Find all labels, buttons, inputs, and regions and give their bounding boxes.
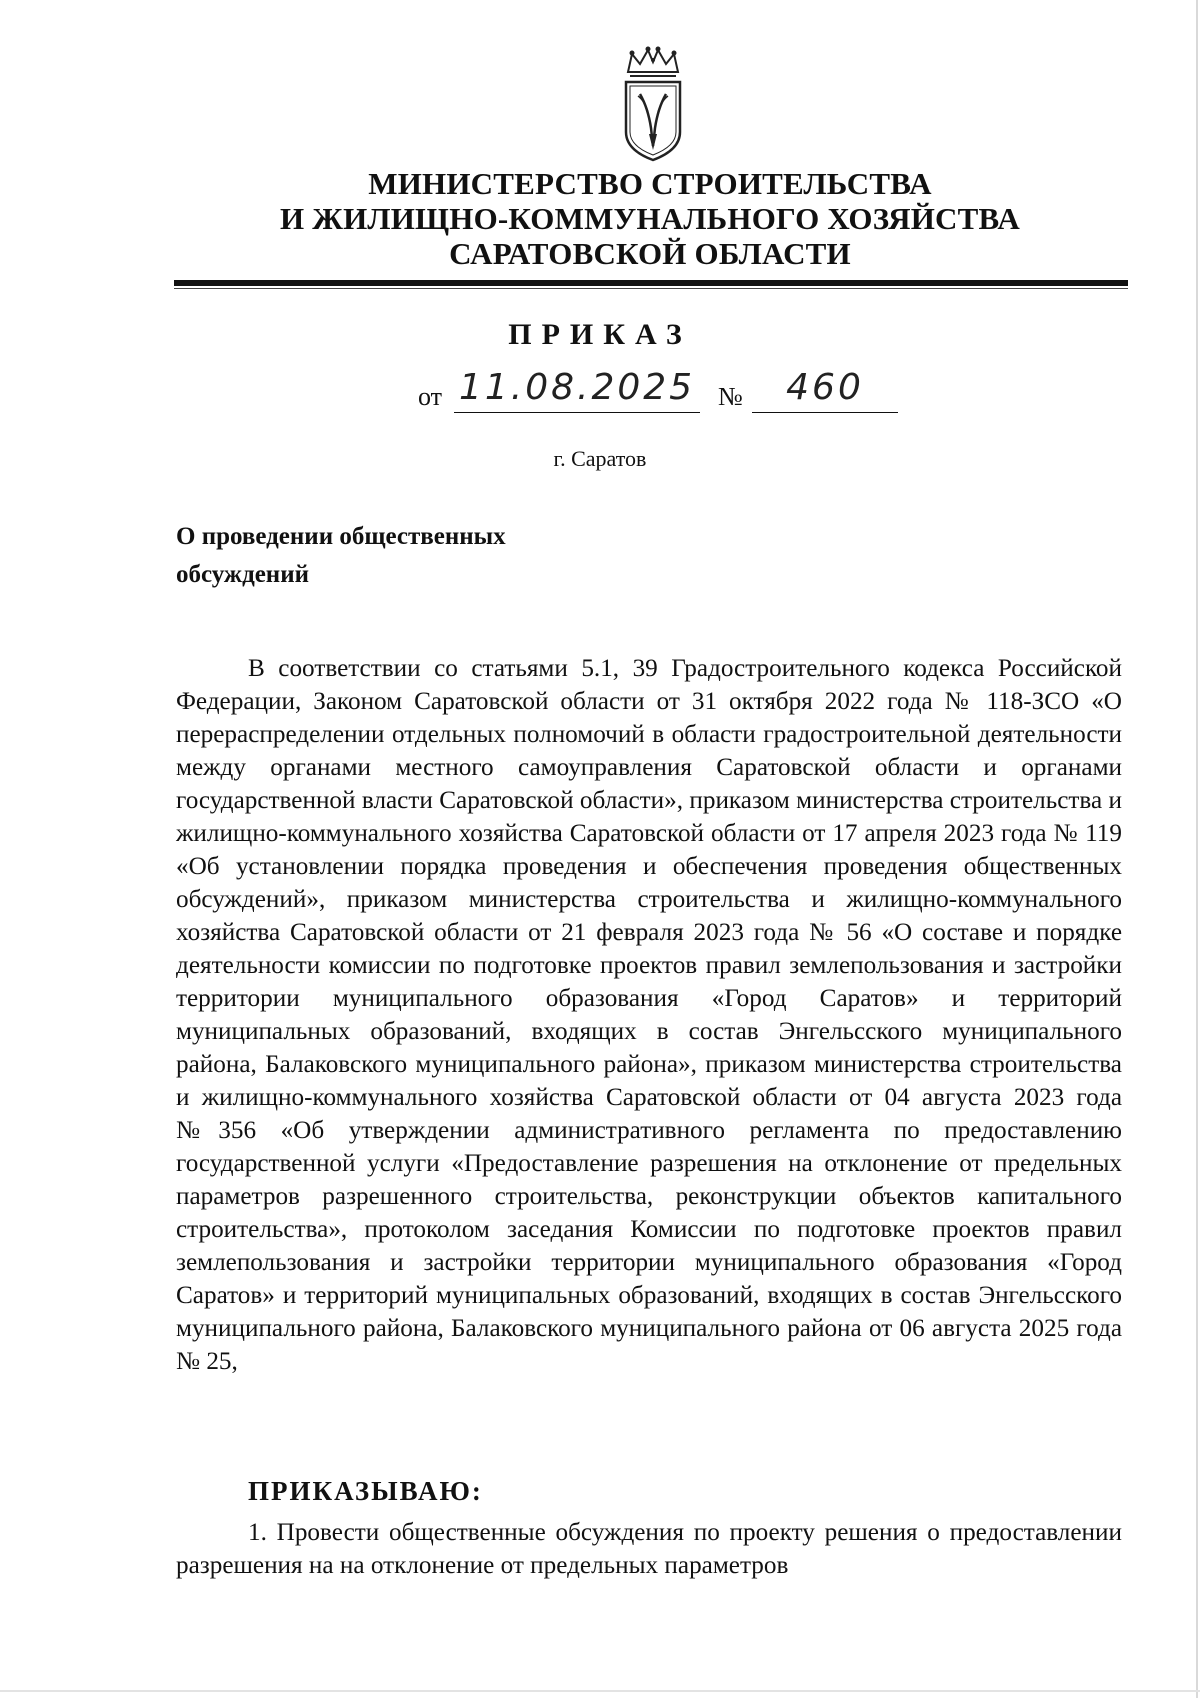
header-divider-thin (174, 288, 1128, 289)
date-label: от (418, 382, 443, 411)
ministry-line-3: САРАТОВСКОЙ ОБЛАСТИ (449, 236, 851, 271)
decree-heading: ПРИКАЗЫВАЮ: (248, 1476, 483, 1506)
city-line: г. Саратов (553, 446, 647, 471)
ministry-name (170, 166, 1130, 271)
number-field (752, 366, 898, 413)
order-item-1: 1. Провести общественные обсуждения по проекту решения о предоставлении разрешения на на отклонение от предельных параметров (176, 1519, 1122, 1579)
subject-line-2: обсуждений (176, 561, 310, 588)
saratov-coat-of-arms-icon (618, 46, 688, 162)
order-date: 11.08.2025 (458, 367, 696, 408)
preamble-paragraph: В соответствии со статьями 5.1, 39 Градостроительного кодекса Российской Федерации, Законом Саратовской области от 31 октября 2022 года № 118-ЗСО «О перераспределении отдельных полномочий в области градостроительной деятельности между органами местного самоуправления Саратовской области и органами государственной власти Саратовской области», приказом министерства строительства и жилищно-коммунального хозяйства Саратовской области от 17 апреля 2023 года № 119 «Об установлении порядка проведения и обеспечения проведения общественных обсуждений», приказом министерства строительства и жилищно-коммунального хозяйства Саратовской области от 21 февраля 2023 года № 56 «О составе и порядке деятельности комиссии по подготовке проектов правил землепользования и застройки территории муниципального образования «Город Саратов» и территорий муниципальных образований, входящих в состав Энгельсского муниципального района, Балаковского муниципального района», приказом министерства строительства и жилищно-коммунального хозяйства Саратовской области от 04 августа 2023 года №356 «Об утверждении административного регламента по предоставлению государственной услуги «Предоставление разрешения на отклонение от предельных параметров разрешенного строительства, реконструкции объектов капитального строительства», протоколом заседания Комиссии по подготовке проектов правил землепользования и застройки территории муниципального образования «Город Саратов» и территорий муниципальных образований, входящих в состав Энгельсского муниципального района, Балаковского муниципального района от 06 августа 2025 года № 25, (176, 655, 1122, 1375)
order-number: 460 (786, 367, 864, 408)
ministry-line-1: МИНИСТЕРСТВО СТРОИТЕЛЬСТВА (368, 166, 932, 201)
scan-edge-bottom (0, 1690, 1200, 1692)
date-field (454, 366, 700, 413)
order-subject (176, 518, 596, 594)
document-title: ПРИКАЗ (508, 318, 692, 351)
number-label: № (718, 382, 743, 411)
ministry-line-2: И ЖИЛИЩНО-КОММУНАЛЬНОГО ХОЗЯЙСТВА (279, 201, 1021, 236)
order-date-number-line (418, 366, 898, 416)
subject-line-1: О проведении общественных (176, 523, 506, 550)
header-divider (174, 280, 1128, 286)
scan-edge (1196, 0, 1198, 1698)
